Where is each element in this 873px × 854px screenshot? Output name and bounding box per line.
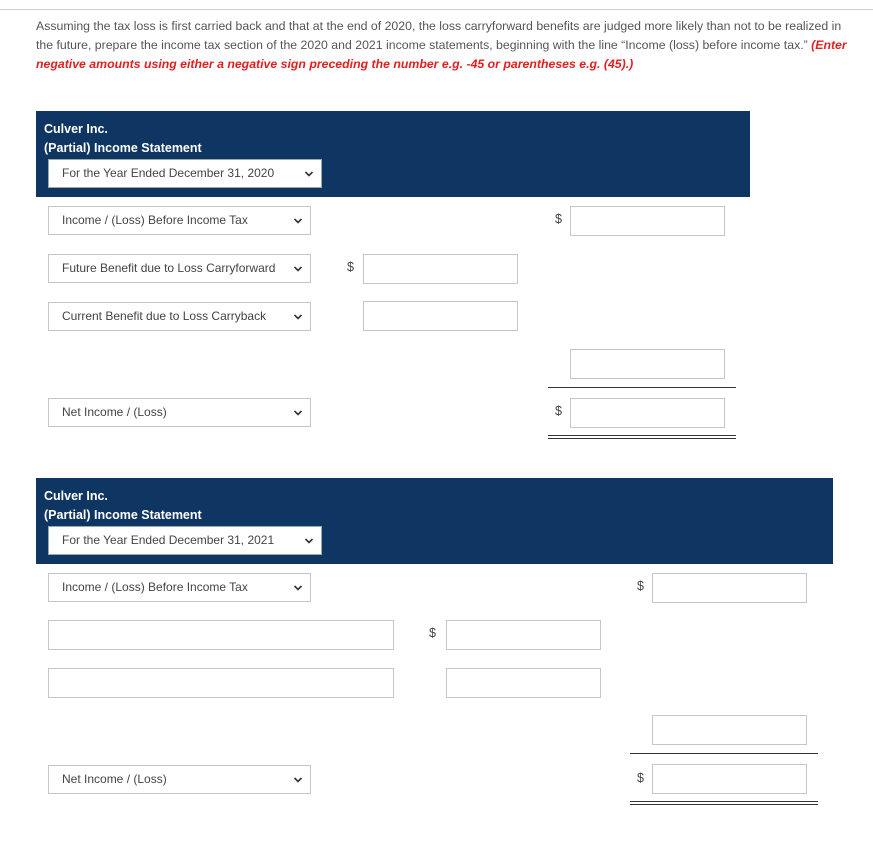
chevron-down-icon <box>293 312 303 322</box>
period-select-2021[interactable] <box>48 526 322 555</box>
company-name: Culver Inc. <box>44 122 108 136</box>
period-select-value: For the Year Ended December 31, 2020 <box>62 166 275 180</box>
dollar-sign: $ <box>555 212 562 226</box>
line-item-text-input[interactable] <box>48 668 394 698</box>
dollar-sign: $ <box>637 579 644 593</box>
subtotal-rule <box>630 753 818 754</box>
line-item-select-value: Current Benefit due to Loss Carryback <box>62 309 267 323</box>
statement-2020-header <box>36 111 750 197</box>
line-item-select-value: Future Benefit due to Loss Carryforward <box>62 261 276 275</box>
instructions-note: (Enter negative amounts using either a negative sign preceding the number e.g. -45 or parentheses e.g. (45).) <box>36 38 847 71</box>
line-item-select-value: Net Income / (Loss) <box>62 405 167 419</box>
dollar-sign: $ <box>429 626 436 640</box>
line-item-select-value: Income / (Loss) Before Income Tax <box>62 213 248 227</box>
chevron-down-icon <box>293 583 303 593</box>
subtotal-rule <box>548 387 736 388</box>
chevron-down-icon <box>293 264 303 274</box>
period-select-value: For the Year Ended December 31, 2021 <box>62 533 275 547</box>
line-item-select[interactable] <box>48 206 311 235</box>
dollar-sign: $ <box>347 260 354 274</box>
amount-input[interactable] <box>363 254 518 284</box>
line-item-text-input[interactable] <box>48 620 394 650</box>
amount-input[interactable] <box>570 206 725 236</box>
line-item-select[interactable] <box>48 573 311 602</box>
statement-2021-header <box>36 478 833 564</box>
line-item-select[interactable] <box>48 254 311 283</box>
period-select-2020[interactable] <box>48 159 322 188</box>
line-item-select-value: Income / (Loss) Before Income Tax <box>62 580 248 594</box>
statement-title: (Partial) Income Statement <box>44 141 202 155</box>
line-item-select[interactable] <box>48 302 311 331</box>
double-rule-bottom <box>548 438 736 439</box>
line-item-select-value: Net Income / (Loss) <box>62 772 167 786</box>
chevron-down-icon <box>304 169 314 179</box>
amount-input[interactable] <box>363 301 518 331</box>
double-rule-top <box>630 801 818 802</box>
subtotal-input[interactable] <box>652 715 807 745</box>
subtotal-input[interactable] <box>570 349 725 379</box>
line-item-select[interactable] <box>48 765 311 794</box>
company-name: Culver Inc. <box>44 489 108 503</box>
dollar-sign: $ <box>555 404 562 418</box>
statement-title: (Partial) Income Statement <box>44 508 202 522</box>
amount-input[interactable] <box>446 620 601 650</box>
line-item-select[interactable] <box>48 398 311 427</box>
net-income-input[interactable] <box>652 764 807 794</box>
instructions <box>36 17 848 74</box>
double-rule-bottom <box>630 804 818 805</box>
chevron-down-icon <box>293 408 303 418</box>
net-income-input[interactable] <box>570 398 725 428</box>
instructions-text: Assuming the tax loss is first carried back and that at the end of 2020, the loss carryforward benefits are judged more likely than not to be realized in the future, prepare the income tax section of the 2020 and 2021 income statements, beginning with the line “Income (loss) before income tax.” <box>36 19 842 52</box>
amount-input[interactable] <box>652 573 807 603</box>
top-divider <box>0 9 873 10</box>
amount-input[interactable] <box>446 668 601 698</box>
dollar-sign: $ <box>637 771 644 785</box>
chevron-down-icon <box>293 216 303 226</box>
chevron-down-icon <box>293 775 303 785</box>
chevron-down-icon <box>304 536 314 546</box>
double-rule-top <box>548 435 736 436</box>
